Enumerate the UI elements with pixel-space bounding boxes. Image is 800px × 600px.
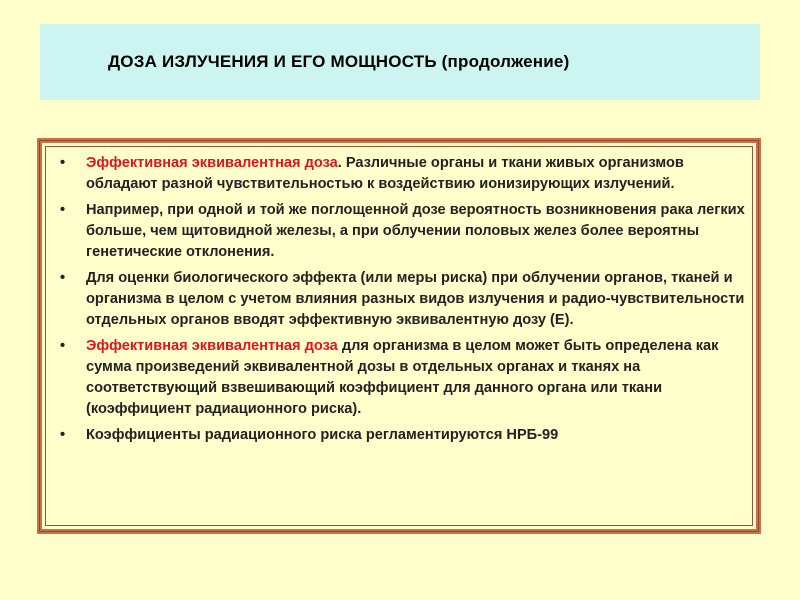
bullet-text: Например, при одной и той же поглощенной дозе вероятность возникновения рака легких больше, чем щитовидной железы, а при облучении половых желез более вероятны генетические отклонения. (86, 202, 745, 260)
bullet-icon: • (60, 427, 66, 443)
bullet-item (58, 425, 748, 446)
bullet-icon: • (60, 338, 66, 354)
bullet-icon: • (60, 270, 66, 286)
slide-title: ДОЗА ИЗЛУЧЕНИЯ И ЕГО МОЩНОСТЬ (продолжение) (108, 52, 570, 71)
bullet-icon: • (60, 202, 66, 218)
bullet-text: Коэффициенты радиационного риска регламентируются НРБ-99 (86, 427, 559, 443)
bullet-text: Для оценки биологического эффекта (или меры риска) при облучении органов, тканей и организма в целом с учетом влияния разных видов излучения и радио-чувствительности отдельных органов вводят эффективную эквивалентную дозу (Е). (86, 270, 745, 328)
bullet-icon: • (60, 155, 66, 171)
bullet-highlight: Эффективная эквивалентная доза (86, 338, 338, 354)
bullet-item (58, 153, 748, 195)
bullet-item (58, 268, 748, 331)
title-banner (40, 24, 760, 100)
bullet-highlight: Эффективная эквивалентная доза (86, 155, 338, 171)
bullet-text: для организма в целом может быть определена как сумма произведений эквивалентной дозы в отдельных органах и тканях на соответствующий взвешивающий коэффициент для данного органа или ткани (коэффициент радиационного риска). (86, 338, 719, 417)
content-frame (37, 138, 761, 534)
bullet-list (58, 153, 748, 451)
bullet-item (58, 200, 748, 263)
bullet-text: . Различные органы и ткани живых организмов обладают разной чувствительностью к воздействию ионизирующих излучений. (86, 155, 684, 192)
bullet-item (58, 336, 748, 420)
